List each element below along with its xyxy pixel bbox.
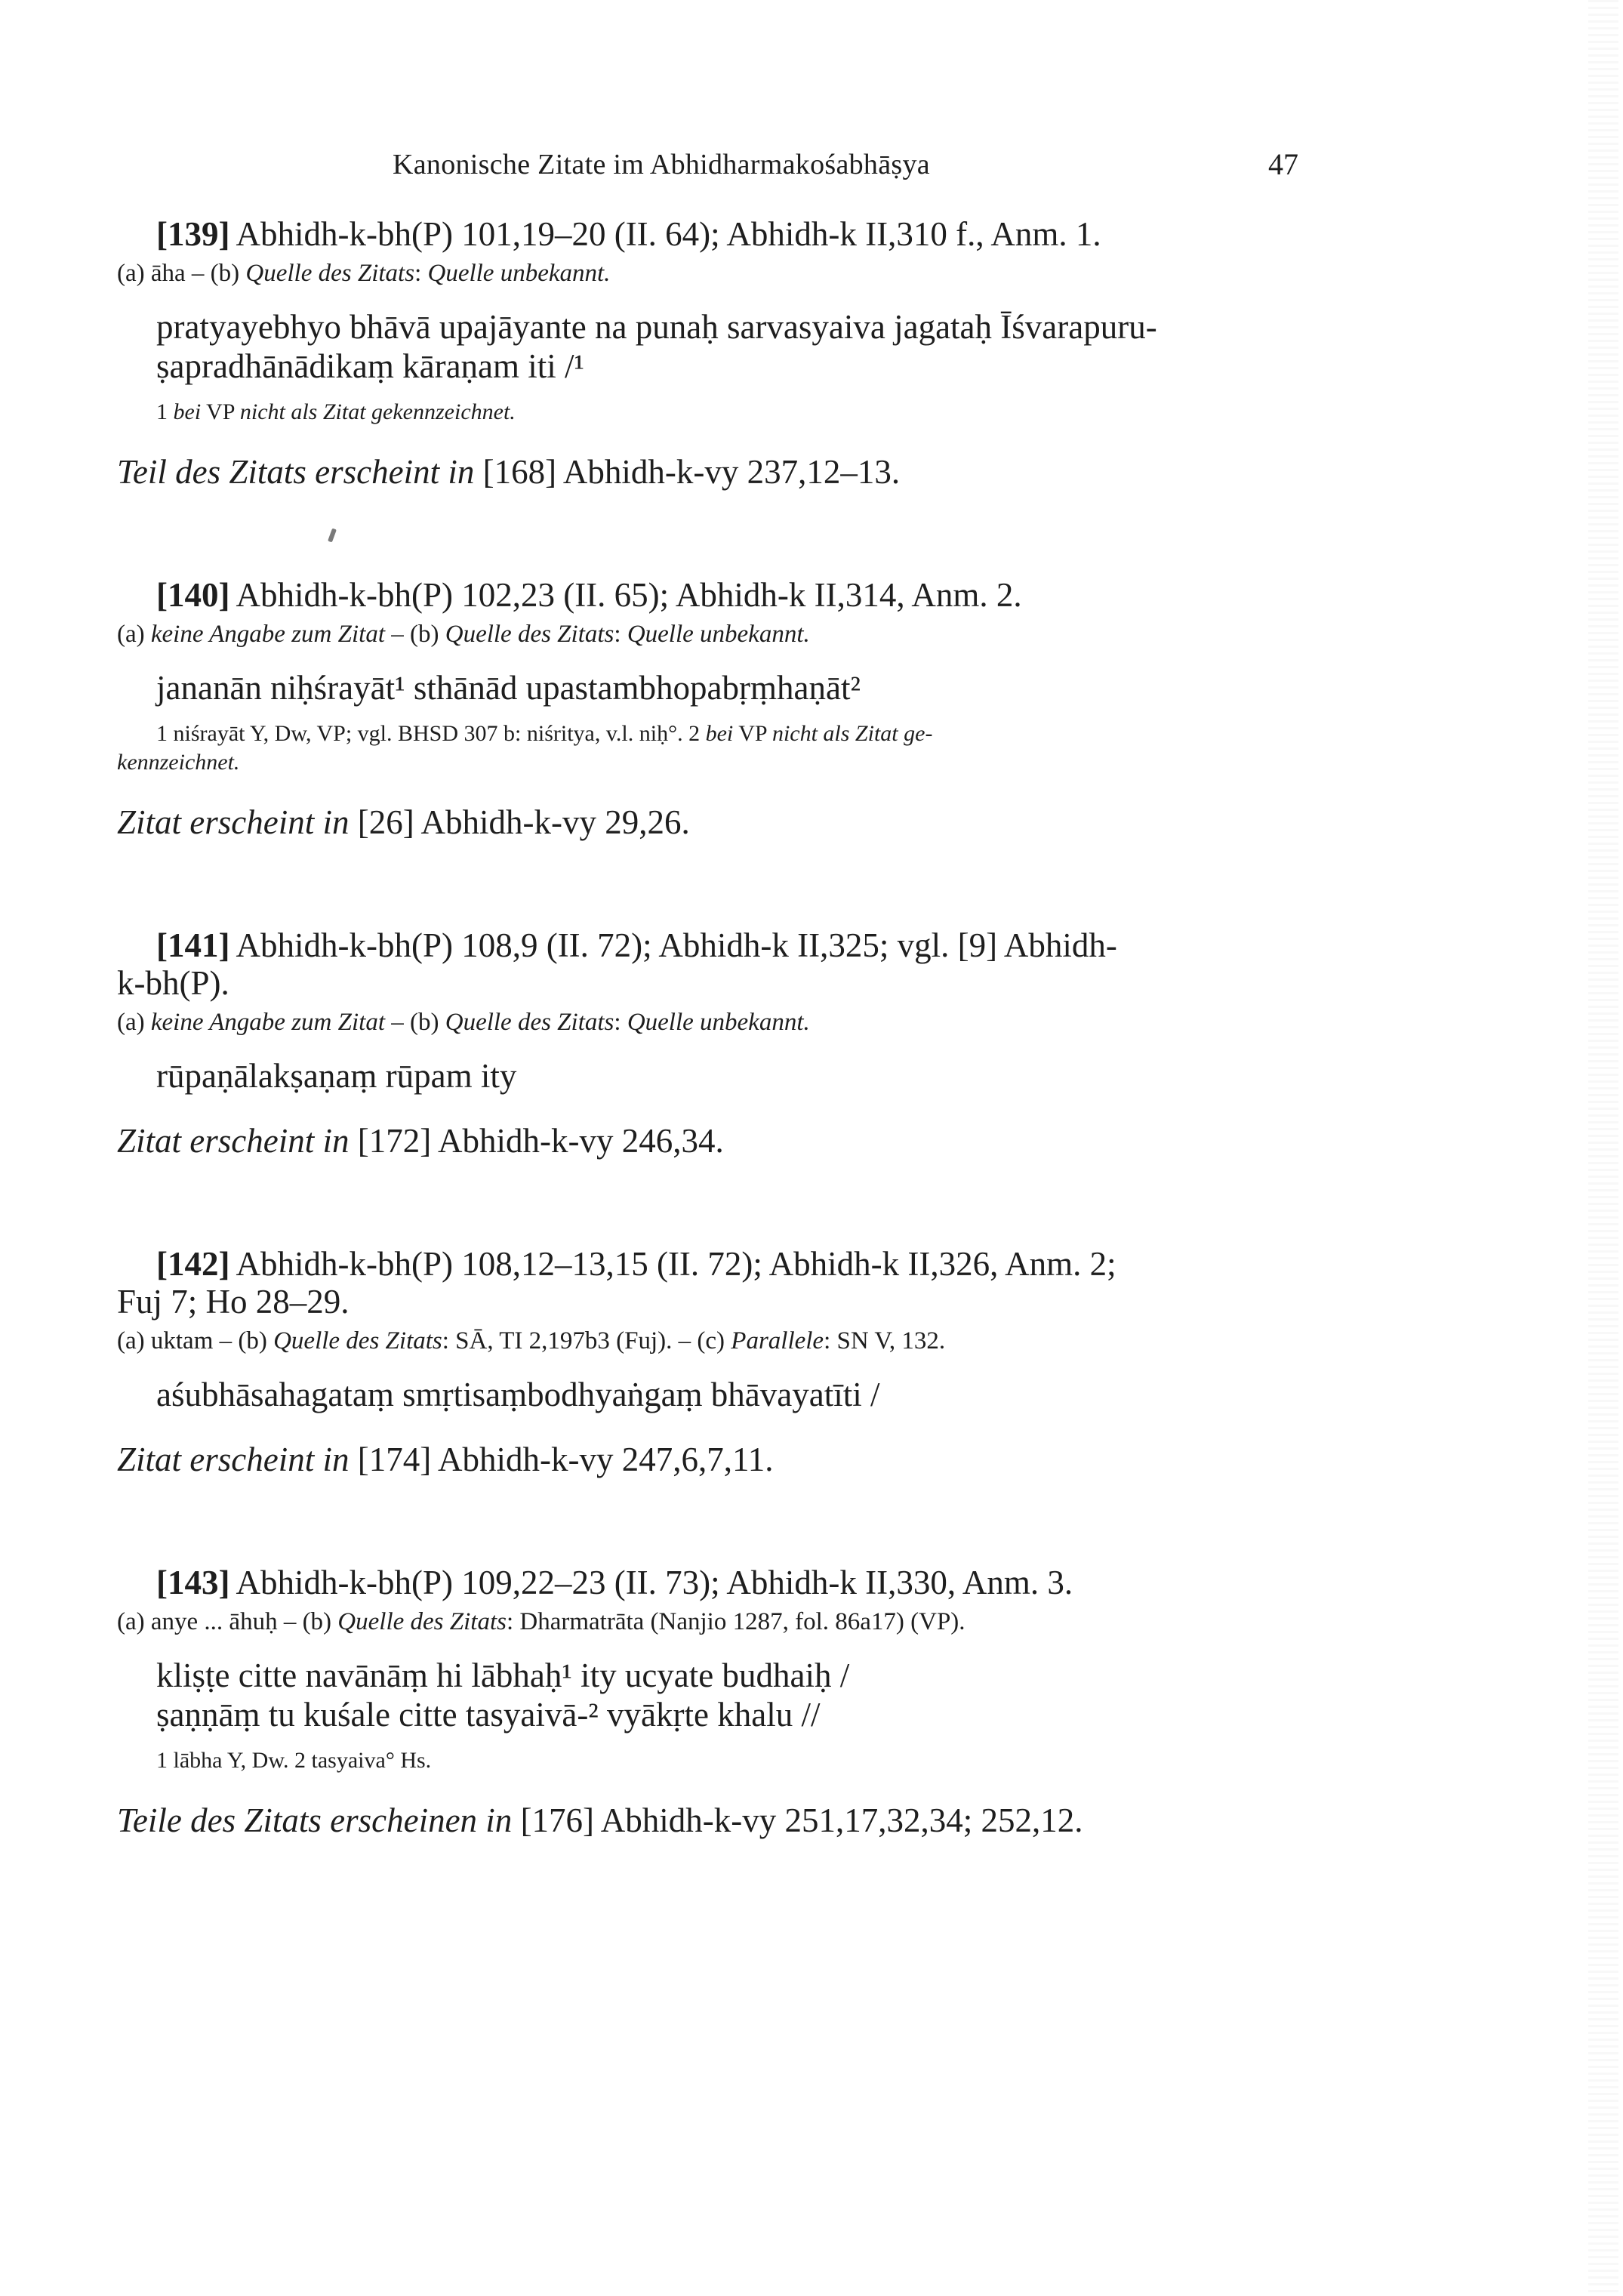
meta-text: – (b) [385,621,445,648]
meta-italic: Quelle des Zitats [445,1009,614,1036]
appears-in [117,803,1295,842]
sanskrit-quote [156,1656,1295,1734]
meta-text: : SĀ, TI 2,197b3 (Fuj). – (c) [442,1327,731,1354]
reference-line-1: Abhidh-k-bh(P) 109,22–23 (II. 73); Abhidh-k II,330, Anm. 3. [236,1564,1073,1601]
entry-number: [143] [156,1564,230,1601]
page-number: 47 [1268,147,1298,181]
quote-line: kliṣṭe citte navānāṃ hi lābhaḥ¹ ity ucyate budhaiḥ / [156,1657,850,1694]
appears-reference: [168] Abhidh-k-vy 237,12–13. [474,453,901,491]
meta-italic: Quelle unbekannt. [427,260,611,287]
appears-label: Zitat erscheint in [117,1441,350,1478]
quote-line: ṣaṇṇāṃ tu kuśale citte tasyaivā-² vyākṛte khalu // [156,1696,821,1734]
note-italic: bei [705,721,734,746]
meta-text: (a) [117,621,151,648]
appears-reference: [172] Abhidh-k-vy 246,34. [349,1122,724,1160]
entries-list [117,215,1295,1840]
entry-reference [117,1245,1295,1321]
appears-label: Teile des Zitats erscheinen in [117,1801,513,1839]
meta-text: : [414,260,428,287]
reference-line-1: Abhidh-k-bh(P) 102,23 (II. 65); Abhidh-k II,314, Anm. 2. [236,576,1022,614]
appears-reference: [174] Abhidh-k-vy 247,6,7,11. [349,1441,774,1478]
sanskrit-quote [156,307,1295,386]
entry-meta [117,1325,1295,1357]
note-italic: nicht als Zitat ge- [771,721,933,746]
entry-meta [117,257,1295,289]
entry-139 [117,215,1295,492]
footnote [156,1746,1295,1775]
appears-reference: [26] Abhidh-k-vy 29,26. [349,803,690,841]
quote-line: aśubhāsahagataṃ smṛtisaṃbodhyaṅgaṃ bhāvayatīti / [156,1376,880,1413]
reference-line-1: Abhidh-k-bh(P) 108,12–13,15 (II. 72); Abhidh-k II,326, Anm. 2; [236,1245,1116,1283]
note-text: VP [733,721,772,746]
entry-reference [156,576,1295,614]
scan-edge-noise [1588,0,1618,2296]
entry-reference [156,215,1295,253]
meta-italic: Quelle des Zitats [445,621,614,648]
reference-line-1: Abhidh-k-bh(P) 101,19–20 (II. 64); Abhidh-k II,310 f., Anm. 1. [236,215,1101,253]
entry-141 [117,926,1295,1160]
appears-in [117,452,1295,492]
meta-text: (a) uktam – (b) [117,1327,274,1354]
reference-line-2: k-bh(P). [117,964,229,1002]
sanskrit-quote [156,1056,1295,1096]
entry-number: [140] [156,576,230,614]
appears-label: Zitat erscheint in [117,803,350,841]
entry-140 [117,576,1295,842]
appears-in [117,1801,1295,1840]
meta-text: : SN V, 132. [824,1327,946,1354]
appears-reference: [176] Abhidh-k-vy 251,17,32,34; 252,12. [512,1801,1083,1839]
meta-italic: Quelle des Zitats [273,1327,442,1354]
sanskrit-quote [156,668,1295,707]
entry-number: [139] [156,215,230,253]
appears-in [117,1121,1295,1160]
meta-text: – (b) [385,1009,445,1036]
meta-italic: Quelle unbekannt. [627,621,810,648]
meta-italic: Quelle des Zitats [337,1608,507,1635]
appears-label: Teil des Zitats erscheint in [117,453,475,491]
running-title: Kanonische Zitate im Abhidharmakośabhāṣya [393,149,930,180]
note-continuation [117,748,1295,777]
quote-line: ṣapradhānādikaṃ kāraṇam iti /¹ [156,347,585,385]
entry-reference [156,1564,1295,1601]
quote-line: jananān niḥśrayāt¹ sthānād upastambhopabṛṃhaṇāt² [156,669,861,707]
note-text: 1 niśrayāt Y, Dw, VP; vgl. BHSD 307 b: niśritya, v.l. niḥ°. 2 [156,721,706,746]
appears-label: Zitat erscheint in [117,1122,350,1160]
note-text: 1 lābha Y, Dw. 2 tasyaiva° Hs. [156,1748,432,1773]
entry-meta [117,618,1295,650]
meta-italic: Parallele [731,1327,824,1354]
entry-143 [117,1564,1295,1840]
entry-meta [117,1606,1295,1638]
meta-italic: keine Angabe zum Zitat [150,1009,385,1036]
meta-text: (a) anye ... āhuḥ – (b) [117,1608,338,1635]
meta-italic: Quelle des Zitats [245,260,415,287]
meta-text: (a) āha – (b) [117,260,246,287]
meta-italic: keine Angabe zum Zitat [150,621,385,648]
meta-text: : [614,1009,627,1036]
entry-number: [141] [156,926,230,964]
entry-meta [117,1006,1295,1038]
meta-text: (a) [117,1009,151,1036]
meta-italic: Quelle unbekannt. [627,1009,810,1036]
reference-line-2: Fuj 7; Ho 28–29. [117,1283,350,1321]
reference-line-1: Abhidh-k-bh(P) 108,9 (II. 72); Abhidh-k II,325; vgl. [9] Abhidh- [236,926,1117,964]
sanskrit-quote [156,1375,1295,1414]
note-text: VP [201,399,240,424]
quote-line: pratyayebhyo bhāvā upajāyante na punaḥ sarvasyaiva jagataḥ Īśvarapuru- [156,308,1157,346]
entry-142 [117,1245,1295,1479]
meta-text: : Dharmatrāta (Nanjio 1287, fol. 86a17) (VP). [506,1608,965,1635]
entry-number: [142] [156,1245,230,1283]
meta-text: : [614,621,627,648]
note-italic: kennzeichnet. [117,750,240,775]
appears-in [117,1440,1295,1479]
footnote [156,398,1295,427]
note-text: 1 [156,399,174,424]
footnote [117,720,1295,777]
note-italic: nicht als Zitat gekennzeichnet. [239,399,516,424]
entry-reference [117,926,1295,1002]
quote-line: rūpaṇālakṣaṇaṃ rūpam ity [156,1057,517,1095]
note-italic: bei [173,399,202,424]
